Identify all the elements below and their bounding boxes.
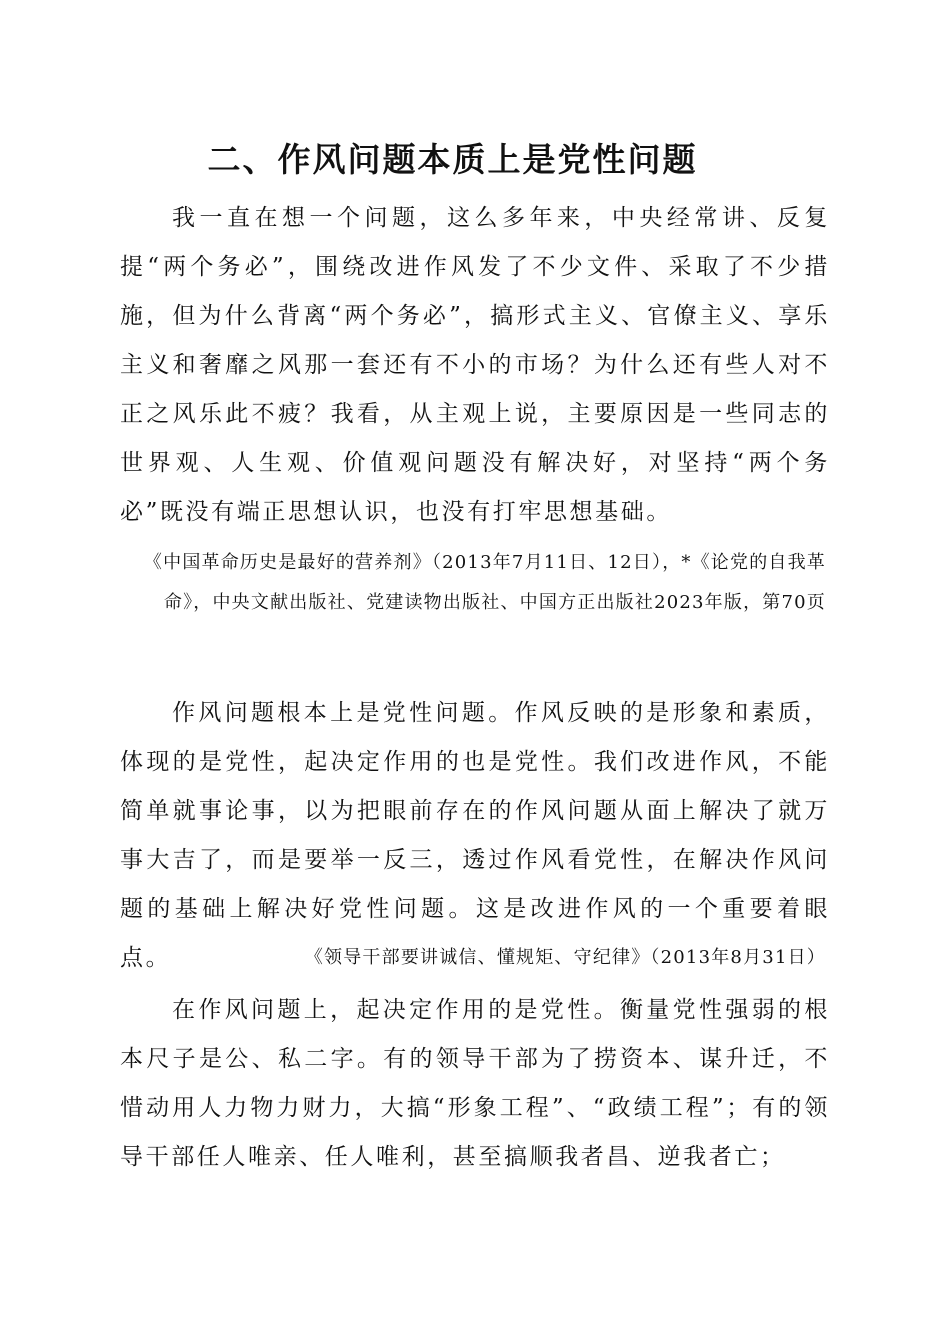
source-citation-2: 《领导干部要讲诚信、懂规矩、守纪律》（2013年8月31日）	[304, 947, 826, 968]
body-paragraph-1: 我一直在想一个问题，这么多年来，中央经常讲、反复提“两个务必”，围绕改进作风发了不少文件、采取了不少措施，但为什么背离“两个务必”，搞形式主义、官僚主义、享乐主义和奢靡之风那一套还有不小的市场？为什么还有些人对不正之风乐此不疲？我看，从主观上说，主要原因是一些同志的世界观、人生观、价值观问题没有解决好，对坚持“两个务必”既没有端正思想认识，也没有打牢思想基础。	[120, 205, 830, 525]
body-paragraph-3: 在作风问题上，起决定作用的是党性。衡量党性强弱的根本尺子是公、私二字。有的领导干部为了捞资本、谋升迁，不惜动用人力物力财力，大搞“形象工程”、“政绩工程”；有的领导干部任人唯亲、任人唯利，甚至搞顺我者昌、逆我者亡；	[120, 997, 830, 1170]
body-paragraph-2: 作风问题根本上是党性问题。作风反映的是形象和素质，体现的是党性，起决定作用的也是党性。我们改进作风，不能简单就事论事，以为把眼前存在的作风问题从面上解决了就万事大吉了，而是要举一反三，透过作风看党性，在解决作风问题的基础上解决好党性问题。这是改进作风的一个重要着眼点。	[120, 700, 830, 971]
page-title: 二、作风问题本质上是党性问题	[207, 140, 698, 179]
source-citation-1: 《中国革命历史是最好的营养剂》（2013年7月11日、12日），*《论党的自我革命》，中央文献出版社、党建读物出版社、中国方正出版社2023年版，第70页	[143, 552, 826, 613]
